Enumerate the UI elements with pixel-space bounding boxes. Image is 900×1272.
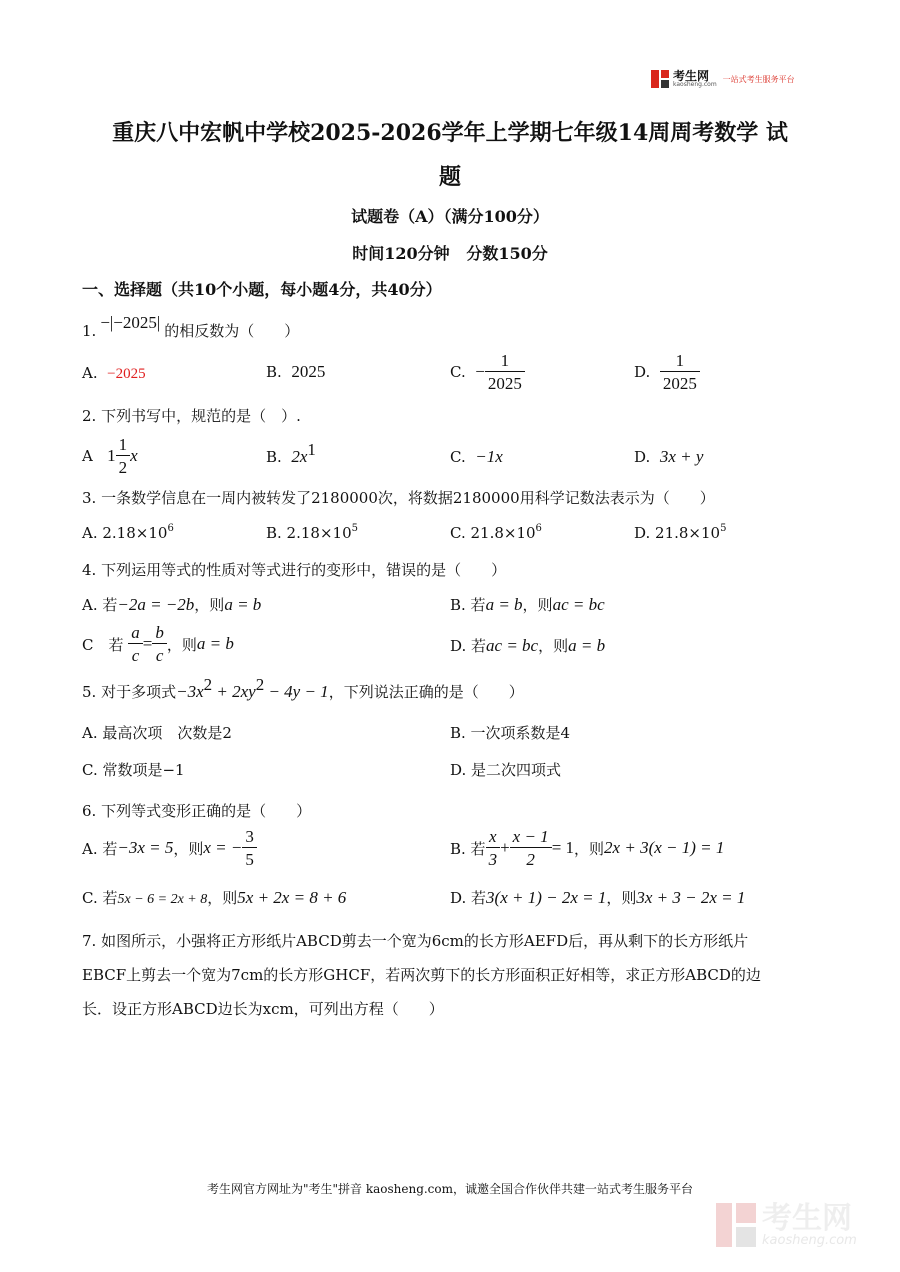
watermark-name: 考生网 [762, 1200, 852, 1236]
q3-option-c: C. $21.8\times 10^6$ [450, 523, 542, 542]
q5-option-a: A. 最高次项 次数是2 [82, 724, 232, 742]
question-1 [82, 312, 300, 341]
subtitle-time: 时间120分钟 分数150分 [352, 244, 548, 263]
question-7-line3: 长．设正方形ABCD边长为xcm，可列出方程（ ） [82, 1000, 444, 1018]
question-4: 4. 下列运用等式的性质对等式进行的变形中，错误的是（ ） [82, 561, 507, 579]
kaosheng-logo-icon [651, 70, 669, 88]
q4-option-c: C 若 $\frac{a}{c}$ = $\frac{b}{c}$ ，则 a = b [82, 623, 234, 665]
question-7-line1: 7. 如图所示，小强将正方形纸片ABCD剪去一个宽为6cm的长方形AEFD后，再从剩下的长方形纸片 [82, 932, 749, 950]
q1-option-c: C. − $\frac{1}{2025}$ [450, 352, 525, 392]
watermark [716, 1200, 857, 1248]
q5-option-d: D. 是二次四项式 [450, 761, 562, 779]
logo-slogan: 一站式考生服务平台 [722, 74, 795, 84]
q2-option-b: B. $2x^1$ [266, 440, 316, 466]
question-2: 2. 下列书写中，规范的是（ ）. [82, 407, 301, 425]
subtitle-paper: 试题卷（A）（满分100分） [351, 207, 549, 226]
q1-option-b: B. 2025 [266, 362, 326, 381]
q1-text: 的相反数为（ ） [164, 322, 300, 340]
watermark-domain: kaosheng.com [762, 1232, 857, 1248]
q1-option-a: A. −2025 [82, 364, 146, 382]
q5-option-b: B. 一次项系数是4 [450, 724, 571, 742]
q6-option-d: D. 若3(x + 1) − 2x = 1，则3x + 3 − 2x = 1 [450, 888, 746, 907]
page-title: 重庆八中宏帆中学校2025-2026学年上学期七年级14周周考数学 试 [112, 120, 788, 146]
question-7-line2: EBCF上剪去一个宽为7cm的长方形GHCF，若两次剪下的长方形面积正好相等，求正方形ABCD的边 [82, 966, 761, 984]
q3-option-d: D. $21.8\times 10^5$ [634, 523, 727, 542]
q4-option-a: A. 若−2a = −2b，则a = b [82, 595, 262, 614]
question-6: 6. 下列等式变形正确的是（ ） [82, 802, 312, 820]
q3-option-b: B. $2.18\times 10^5$ [266, 523, 358, 542]
question-3: 3. 一条数学信息在一周内被转发了2180000次，将数据2180000用科学记数法表示为（ ） [82, 489, 715, 507]
logo-name: 考生网 [673, 69, 710, 83]
q1-option-d: D. $\frac{1}{2025}$ [634, 352, 700, 392]
q6-option-b: B. 若 $\frac{x}{3}$ + $\frac{x - 1}{2}$ = 1 ，则 2x + 3(x − 1) = 1 [450, 827, 725, 869]
q6-option-c: C. 若5x − 6 = 2x + 8，则5x + 2x = 8 + 6 [82, 888, 347, 907]
q1-number: 1. [82, 321, 97, 340]
q4-option-b: B. 若a = b，则ac = bc [450, 595, 605, 614]
q2-option-c: C. −1x [450, 447, 503, 466]
q2-option-a: A 1 $\frac{1}{2}$ x [82, 435, 138, 477]
q1-expression: −|−2025| [100, 312, 161, 332]
q4-option-d: D. 若ac = bc，则a = b [450, 636, 606, 655]
header-logo [651, 70, 795, 88]
section-heading: 一、选择题（共10个小题，每小题4分，共40分） [82, 280, 442, 299]
logo-domain: kaosheng.com [673, 81, 717, 88]
q6-option-a: A. 若 −3x = 5 ，则 x = − $\frac{3}{5}$ [82, 828, 257, 868]
question-5: 5. 对于多项式$-3x^2 + 2xy^2 - 4y - 1$，下列说法正确的是（ ） [82, 675, 524, 701]
watermark-logo-icon [716, 1203, 756, 1247]
page-title-cont: 题 [438, 164, 461, 190]
q5-option-c: C. 常数项是−1 [82, 761, 185, 779]
page-footer: 考生网官方网址为"考生"拼音 kaosheng.com，诚邀全国合作伙伴共建一站式考生服务平台 [206, 1182, 694, 1196]
q2-option-d: D. 3x + y [634, 447, 704, 466]
q3-option-a: A. $2.18\times 10^6$ [82, 523, 174, 542]
